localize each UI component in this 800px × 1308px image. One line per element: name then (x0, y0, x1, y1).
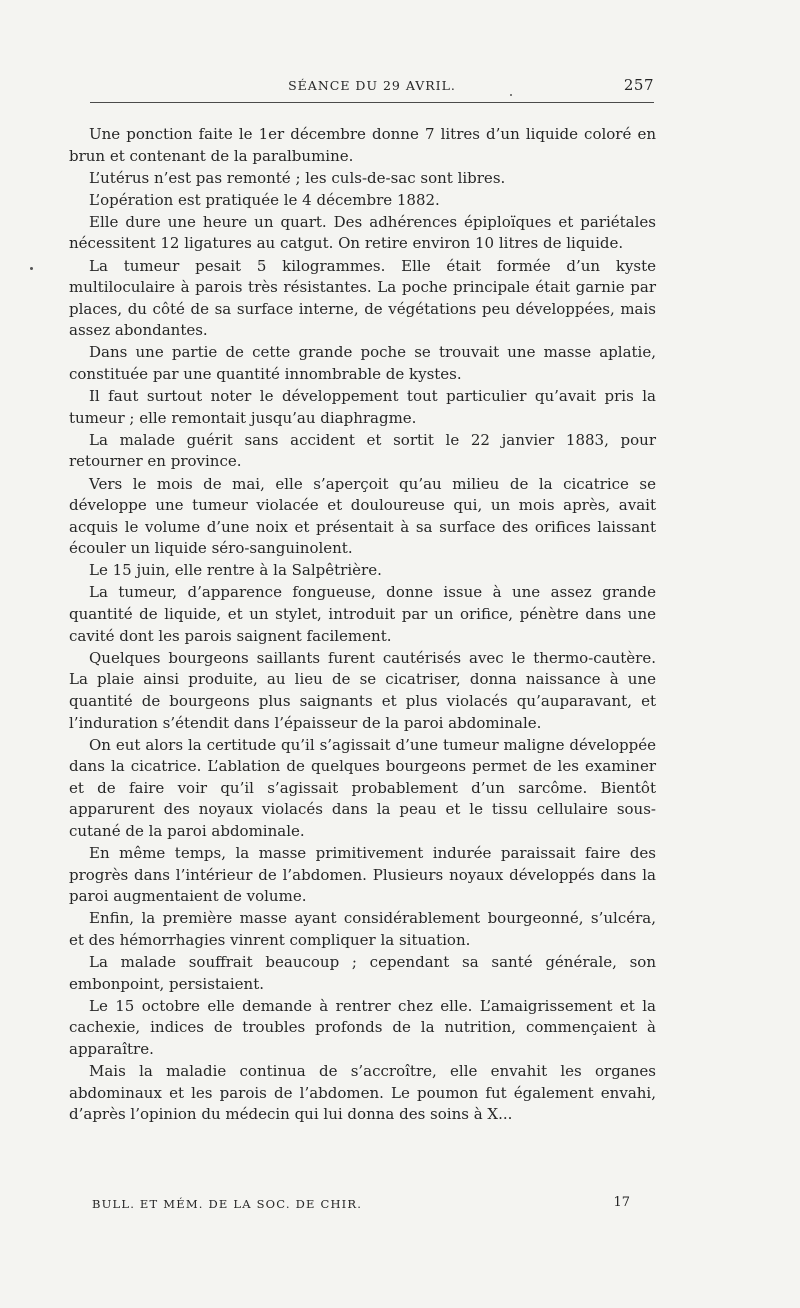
paragraph: La tumeur, d’apparence fongueuse, donne issue à une assez grande quantité de liquide, et un stylet, introduit par un orifice, pénètre dans une cavité dont les parois saignent facilement. (69, 583, 656, 645)
paragraph: La tumeur pesait 5 kilogrammes. Elle était formée d’un kyste multiloculaire à parois très résistantes. La poche principale était garnie par places, du côté de sa surface interne, de végétations peu développées, mais assez abondantes. (69, 256, 656, 340)
body-text (69, 124, 656, 1126)
paragraph: Quelques bourgeons saillants furent cautérisés avec le thermo-cautère. La plaie ainsi produite, au lieu de se cicatriser, donna naissance à une quantité de bourgeons plus saignants et plus violacés qu’auparavant, et l’induration s’étendit dans l’épaisseur de la paroi abdominale. (69, 648, 656, 732)
header-rule (90, 102, 654, 103)
journal-reference: BULL. ET MÉM. DE LA SOC. DE CHIR. (92, 1197, 363, 1211)
paragraph: Enfin, la première masse ayant considérablement bourgeonné, s’ulcéra, et des hémorrhagies vinrent compliquer la situation. (69, 909, 656, 949)
paragraph: La malade souffrait beaucoup ; cependant sa santé générale, son embonpoint, persistaient. (69, 953, 656, 993)
paragraph: Le 15 juin, elle rentre à la Salpêtrière. (89, 561, 382, 580)
paragraph: Vers le mois de mai, elle s’aperçoit qu’au milieu de la cicatrice se développe une tumeur violacée et douloureuse qui, un mois après, avait acquis le volume d’une noix et présentait à sa surface des orifices laissant écouler un liquide séro-sanguinolent. (69, 474, 656, 558)
footer (92, 1197, 630, 1215)
paragraph: La malade guérit sans accident et sortit le 22 janvier 1883, pour retourner en province. (69, 430, 656, 471)
print-speck (30, 267, 33, 270)
paragraph: Dans une partie de cette grande poche se trouvait une masse aplatie, constituée par une quantité innombrable de kystes. (69, 343, 656, 384)
paragraph: Il faut surtout noter le développement tout particulier qu’avait pris la tumeur ; elle remontait jusqu’au diaphragme. (69, 387, 656, 427)
paragraph: Une ponction faite le 1er décembre donne 7 litres d’un liquide coloré en brun et contenant de la paralbumine. (69, 125, 656, 165)
page-number: 257 (623, 76, 654, 94)
paragraph: L’opération est pratiquée le 4 décembre 1882. (89, 190, 440, 209)
paragraph: On eut alors la certitude qu’il s’agissait d’une tumeur maligne développée dans la cicatrice. L’ablation de quelques bourgeons permet de les examiner et de faire voir qu’il s’agissait probablement d’un sarcôme. Bientôt apparurent des noyaux violacés dans la peau et le tissu cellulaire sous-cutané de la paroi abdominale. (69, 735, 656, 840)
paragraph: Mais la maladie continua de s’accroître, elle envahit les organes abdominaux et les parois de l’abdomen. Le poumon fut également envahi, d’après l’opinion du médecin qui lui donna des soins à X... (69, 1062, 656, 1124)
paragraph: En même temps, la masse primitivement indurée paraissait faire des progrès dans l’intérieur de l’abdomen. Plusieurs noyaux développés dans la paroi augmentaient de volume. (69, 844, 656, 906)
paragraph: Elle dure une heure un quart. Des adhérences épiploïques et pariétales nécessitent 12 ligatures au catgut. On retire environ 10 litres de liquide. (69, 212, 656, 253)
running-header (90, 76, 654, 98)
print-speck (510, 94, 512, 96)
signature-mark: 17 (613, 1195, 630, 1210)
paragraph: L’utérus n’est pas remonté ; les culs-de-sac sont libres. (89, 168, 506, 187)
paragraph: Le 15 octobre elle demande à rentrer chez elle. L’amaigrissement et la cachexie, indices de troubles profonds de la nutrition, commençaient à apparaître. (69, 996, 656, 1058)
running-title: SÉANCE DU 29 AVRIL. (288, 78, 456, 93)
